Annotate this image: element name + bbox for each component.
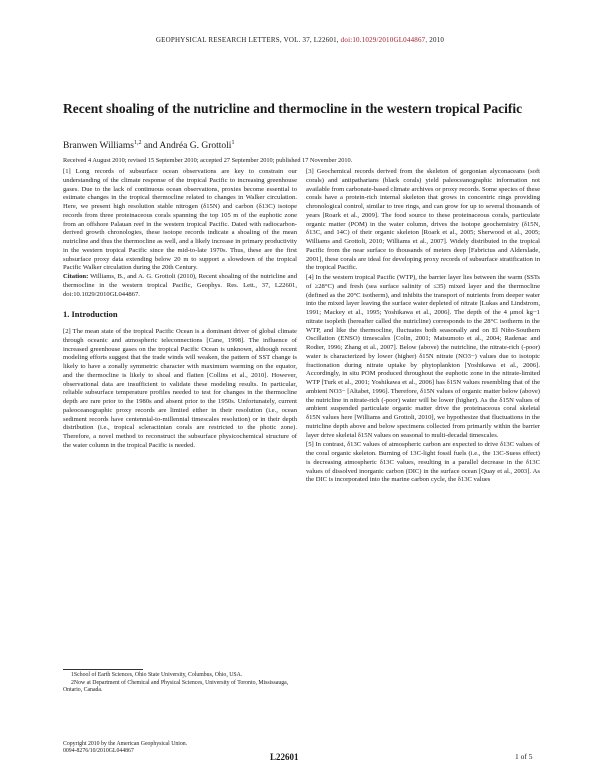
author-line xyxy=(63,140,234,151)
right-column xyxy=(306,168,540,485)
copyright-line: Copyright 2010 by the American Geophysical Union. xyxy=(63,741,188,747)
citation xyxy=(63,273,297,299)
journal-info: GEOPHYSICAL RESEARCH LETTERS, VOL. 37, L22601, xyxy=(155,36,339,44)
page-number: 1 of 5 xyxy=(515,752,533,761)
running-head xyxy=(0,36,600,44)
body-paragraph: [2] The mean state of the tropical Pacific Ocean is a dominant driver of global climate through oceanic and atmospheric teleconnections [Cane, 1998]. The influence of increased greenhouse gases on the tropical Pacific Ocean is unknown, although recent modeling efforts suggest that the trade winds will weaken, the pattern of SST change is likely to have a zonally symmetric character with maximum warming on the equator, and the thermocline is likely to shoal and flatten [Collins et al., 2010]. However, observational data are insufficient to validate these modeling results. In particular, reliable subsurface temperature profiles needed to test for changes in the thermocline depth are rare prior to the 1980s and absent prior to the 1950s. Unfortunately, current paleoceanographic proxy records are limited either in their resolution (i.e., ocean sediment records have centennial-to-millennial timescales resolution) or in their depth distribution (i.e., tropical scleractinian corals are restricted to the photic zone). Therefore, a novel method to reconstruct the subsurface physicochemical structure of the water column in the tropical Pacific is needed. xyxy=(63,328,297,449)
footnote-divider xyxy=(63,669,143,670)
paper-title: Recent shoaling of the nutricline and thermocline in the western tropical Pacific xyxy=(63,101,523,116)
citation-text: Williams, B., and A. G. Grottoli (2010), Recent shoaling of the nutricline and thermocline in the western tropical Pacific, Geophys. Res. Lett., 37, L22601, doi:10.1029/2010GL044867. xyxy=(63,273,298,298)
author-conjunction: and xyxy=(141,141,160,152)
year: 2010 xyxy=(429,36,445,44)
footer-article-id: L22601 xyxy=(270,752,299,762)
copyright-block xyxy=(63,741,187,755)
doi-link[interactable]: doi:10.1029/2010GL044867, xyxy=(340,36,428,44)
citation-label: Citation: xyxy=(63,273,89,280)
body-paragraph: [4] In the western tropical Pacific (WTP), the barrier layer lies between the warm (SSTs of ≥28°C) and fresh (sea surface salinity of ≤35) mixed layer and the thermocline (defined as the 20°C isotherm), and inhibits the transport of nutrients from deeper water into the mixed layer leaving the surface water depleted of nitrate [Lukas and Lindstrom, 1991; Mackey et al., 1995; Yoshikawa et al., 2006]. The depth of the 4 μmol kg−1 nitrate isopleth (hereafter called the nutricline) corresponds to the 28°C isotherm in the WTP, and like the thermocline, fluctuates both seasonally and on El Niño-Southern Oscillation (ENSO) timescales [Colin, 2001; Matsumoto et al., 2004; Radenac and Rodier, 1996; Zhang et al., 2007]. Below (above) the nutricline, the nitrate-rich (-poor) water is characterized by lower (higher) δ15N nitrate (NO3−) values due to isotopic fractionation during nitrate uptake by phytoplankton [Yoshikawa et al., 2006]. Accordingly, in situ POM produced throughout the euphotic zone in the nitrate-limited WTP [Turk et al., 2001; Yoshikawa et al., 2006] has δ15N values resembling that of the ambient NO3− [Altabet, 1996]. Therefore, δ15N values of organic matter below (above) the nutricline in nitrate-rich (-poor) water will be lower (higher). As the δ15N values of ambient suspended particulate organic matter drive the proteinaceous coral skeletal δ15N values here [Williams and Grottoli, 2010], we hypothesize that fluctuations in the nutricline depth above and below specimens collected from primarily within the barrier layer drive skeletal δ15N values on seasonal to multi-decadal timescales. xyxy=(306,274,540,439)
footnotes xyxy=(63,672,297,695)
body-paragraph: [3] Geochemical records derived from the skeleton of gorgonian alyconaceans (soft corals) and antipatharians (black corals) yield paleoceanographic information not available from carbonate-based climate archives or proxy records. Some species of these corals have a protein-rich internal skeleton that grows in concentric rings providing chronological control, similar to tree rings, and can grow for up to several thousands of years [Roark et al., 2009]. The food source to these proteinaceous corals, particulate organic matter (POM) in the water column, drives the isotope geochemistry (δ15N, δ13C, and 14C) of their organic skeleton [Roark et al., 2005; Sherwood et al., 2005; Williams and Grottoli, 2010; Williams et al., 2007]. Widely distributed in the tropical Pacific from the near surface to thousands of meters deep [Fabricius and Alderslade, 2001], these corals are ideal for developing proxy records of subsurface stratification in the tropical Pacific. xyxy=(306,168,540,272)
affiliation-marker: 1,2 xyxy=(133,140,142,146)
footnote: 1School of Earth Sciences, Ohio State University, Columbus, Ohio, USA. xyxy=(71,672,243,678)
article-code: 0094-8276/10/2010GL044867 xyxy=(63,748,134,755)
footnote: 2Now at Department of Chemical and Physical Sciences, University of Toronto, Mississauga, Ontario, Canada. xyxy=(63,680,289,694)
affiliation-marker: 1 xyxy=(231,140,235,146)
publication-dates: Received 4 August 2010; revised 15 September 2010; accepted 27 September 2010; published 17 November 2010. xyxy=(63,157,353,164)
abstract-paragraph: [1] Long records of subsurface ocean observations are key to constrain our understanding of the climate response of the tropical Pacific to increasing greenhouse gases. Due to the lack of continuous ocean observations, proxies become essential to estimate changes in the tropical thermocline related to changes in Walker circulation. Here, we present high resolution stable nitrogen (δ15N) and carbon (δ13C) isotope records from three proteinaceous corals spanning the top 105 m of the euphotic zone from an offshore Palauan reef in the western tropical Pacific. Dated with radiocarbon-derived growth chronologies, these isotope records indicate a shoaling of the mean nutricline and thus the thermocline as well, and a likely increase in primary productivity in the western tropical Pacific since the mid-to-late 1970s. Thus, these are the first subsurface proxy data extending below 20 m to support a slowdown of the tropical Pacific Walker circulation during the 20th Century. xyxy=(63,168,297,272)
author-name: Andréa G. Grottoli xyxy=(159,141,232,152)
body-paragraph: [5] In contrast, δ13C values of atmospheric carbon are expected to drive δ13C values of the coral organic skeleton. Burning of 13C-light fossil fuels (i.e., the 13C-Suess effect) is decreasing atmospheric δ13C values, resulting in a parallel decrease in the δ13C values of dissolved inorganic carbon (DIC) in the surface ocean [Quay et al., 2003]. As the DIC is incorporated into the marine carbon cycle, the δ13C values xyxy=(306,441,540,484)
left-column xyxy=(63,168,297,451)
section-heading: 1. Introduction xyxy=(63,309,118,320)
author-name: Branwen Williams xyxy=(63,141,134,152)
